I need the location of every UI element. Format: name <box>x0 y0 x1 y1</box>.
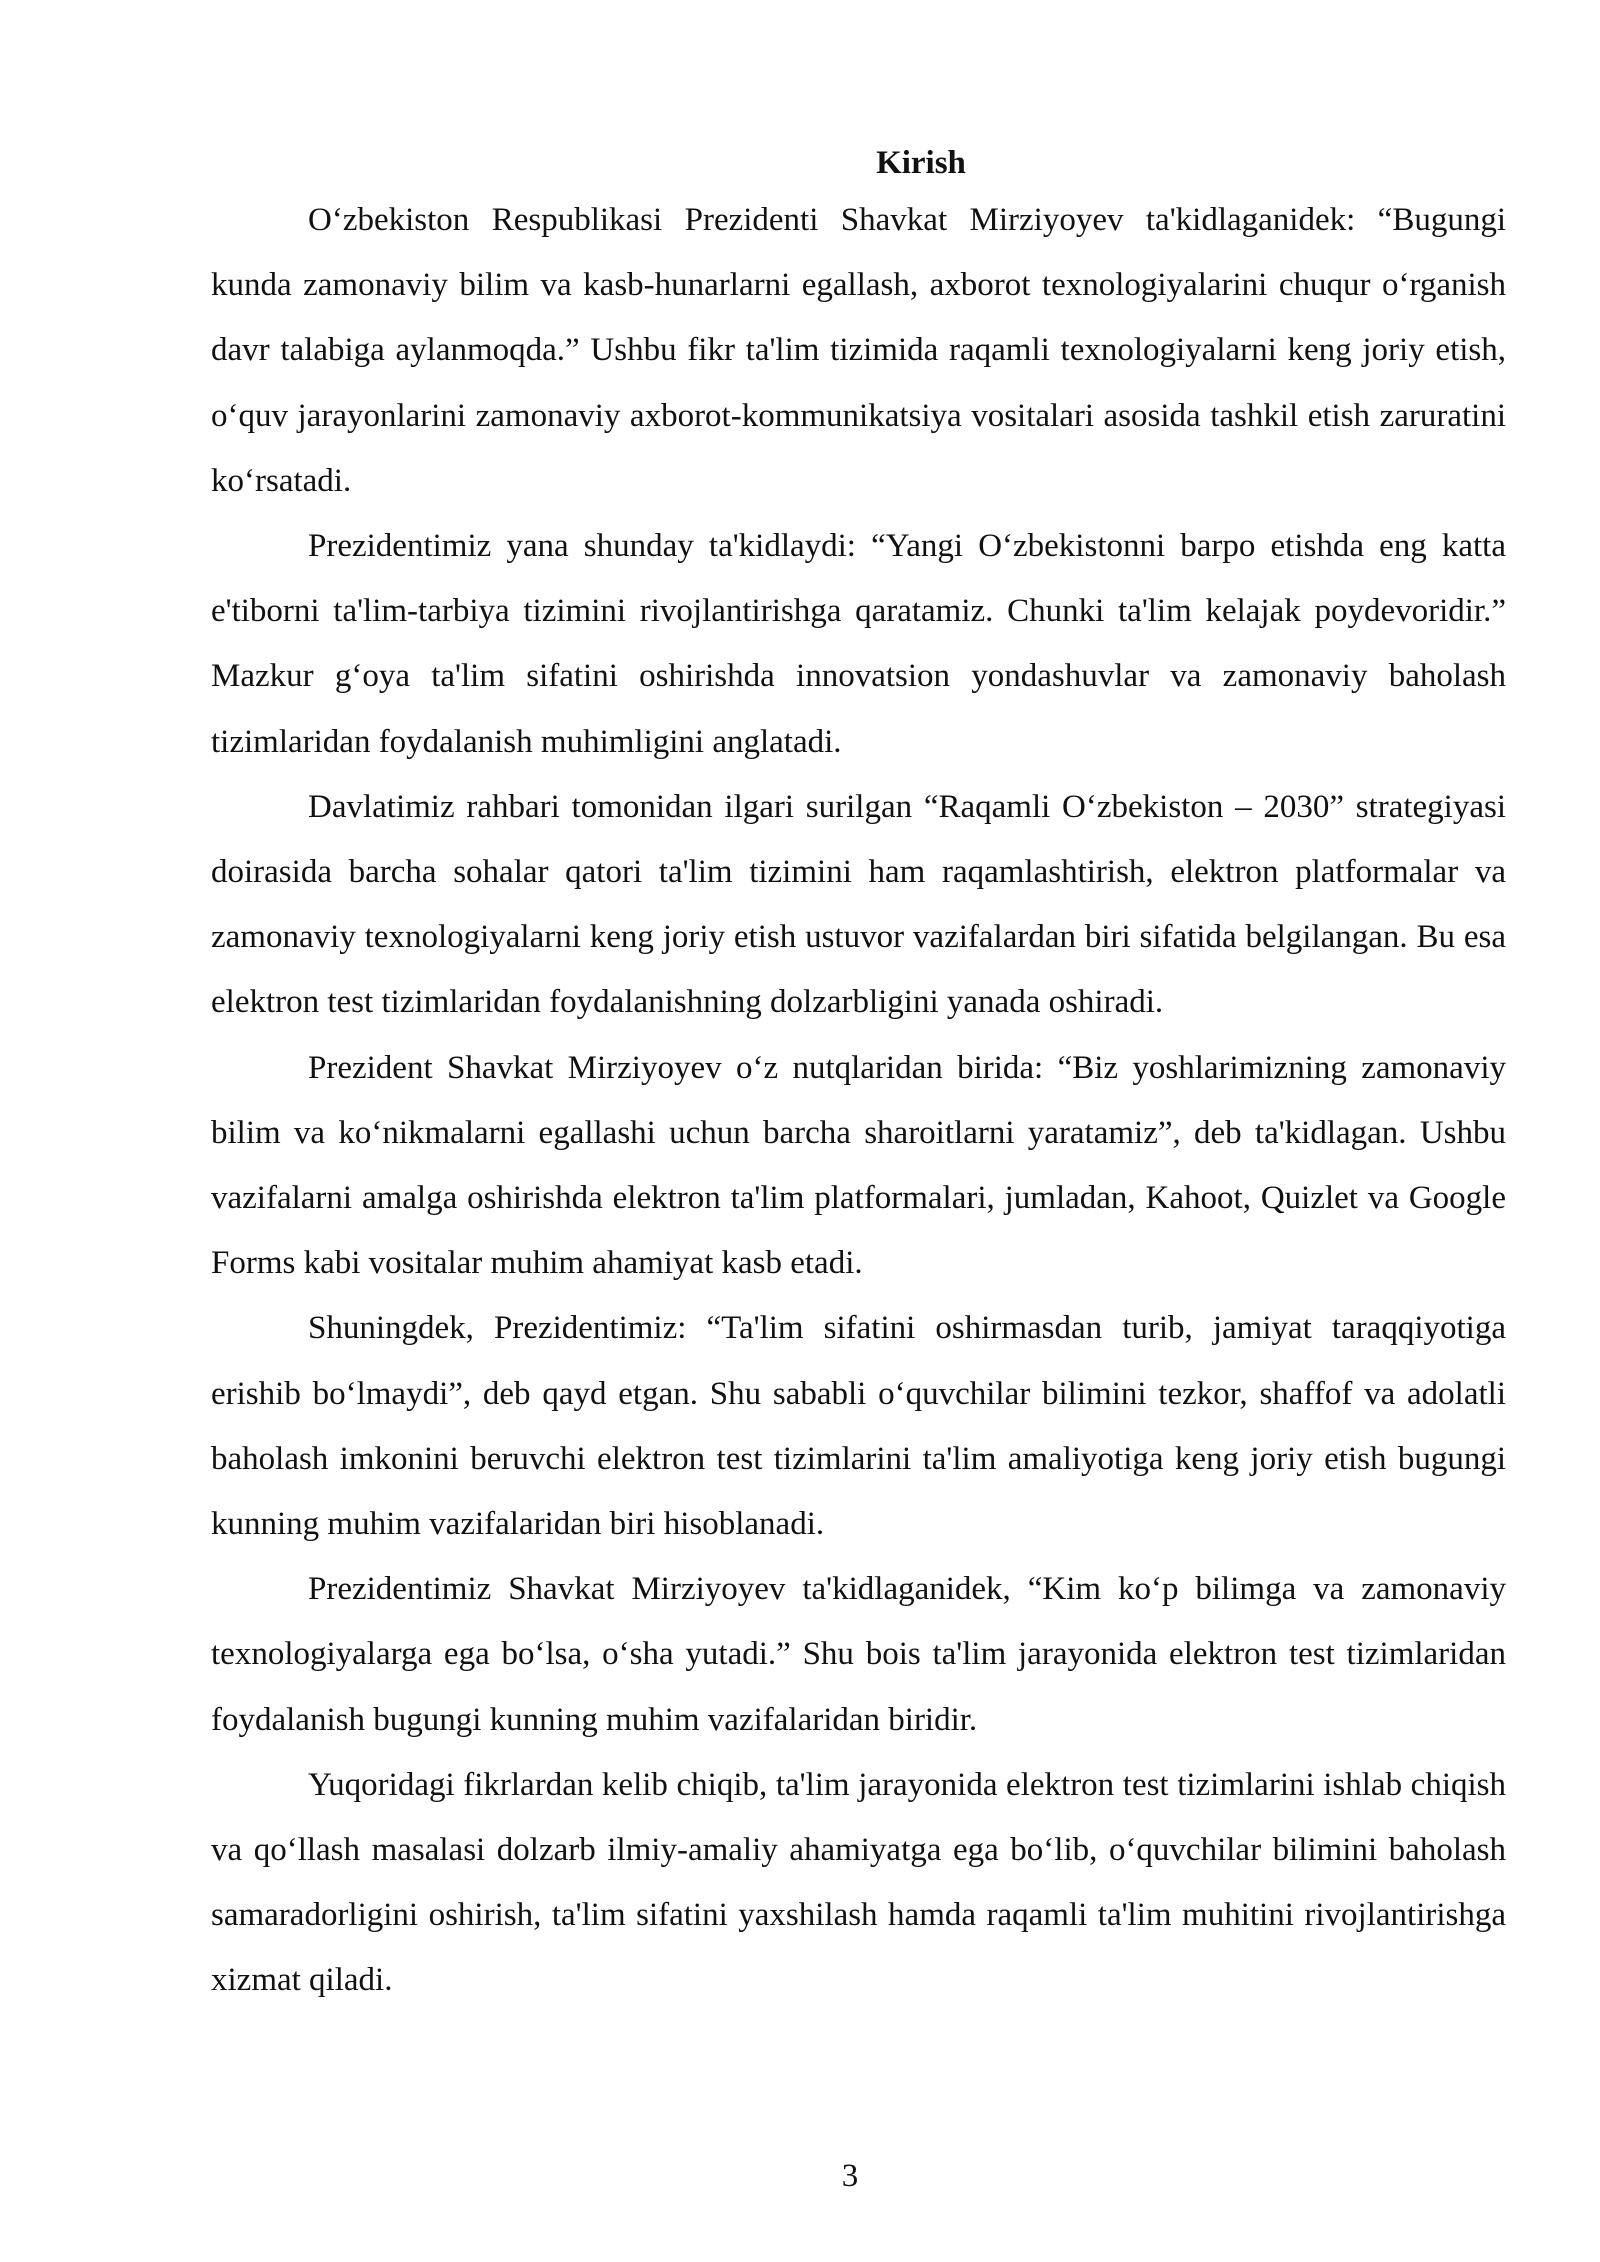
paragraph-4: Prezident Shavkat Mirziyoyev o‘z nutqlaridan birida: “Biz yoshlarimizning zamonaviy bilim va ko‘nikmalarni egallashi uchun barcha sharoitlarni yaratamiz”, deb ta'kidlagan. Ushbu vazifalarni amalga oshirishda elektron ta'lim platformalari, jumladan, Kahoot, Quizlet va Google Forms kabi vositalar muhim ahamiyat kasb etadi. <box>211 1049 1506 1282</box>
paragraph-3: Davlatimiz rahbari tomonidan ilgari surilgan “Raqamli O‘zbekiston – 2030” strategiyasi doirasida barcha sohalar qatori ta'lim tizimini ham raqamlashtirish, elektron platformalar va zamonaviy texnologiyalarni keng joriy etish ustuvor vazifalardan biri sifatida belgilangan. Bu esa elektron test tizimlaridan foydalanishning dolzarbligini yanada oshiradi. <box>211 788 1506 1021</box>
paragraph-6: Prezidentimiz Shavkat Mirziyoyev ta'kidlaganidek, “Kim ko‘p bilimga va zamonaviy texnologiyalarga ega bo‘lsa, o‘sha yutadi.” Shu bois ta'lim jarayonida elektron test tizimlaridan foydalanish bugungi kunning muhim vazifalaridan biridir. <box>211 1571 1506 1738</box>
paragraph-5: Shuningdek, Prezidentimiz: “Ta'lim sifatini oshirmasdan turib, jamiyat taraqqiyotiga erishib bo‘lmaydi”, deb qayd etgan. Shu sababli o‘quvchilar bilimini tezkor, shaffof va adolatli baholash imkonini beruvchi elektron test tizimlarini ta'lim amaliyotiga keng joriy etish bugungi kunning muhim vazifalaridan biri hisoblanadi. <box>211 1310 1506 1543</box>
page-number: 3 <box>841 2158 859 2194</box>
paragraph-7: Yuqoridagi fikrlardan kelib chiqib, ta'lim jarayonida elektron test tizimlarini ishlab chiqish va qo‘llash masalasi dolzarb ilmiy-amaliy ahamiyatga ega bo‘lib, o‘quvchilar bilimini baholash samaradorligini oshirish, ta'lim sifatini yaxshilash hamda raqamli ta'lim muhitini rivojlantirishga xizmat qiladi. <box>211 1766 1506 1999</box>
page-content <box>211 138 1506 2014</box>
section-title: Kirish <box>876 145 966 181</box>
paragraph-2: Prezidentimiz yana shunday ta'kidlaydi: “Yangi O‘zbekistonni barpo etishda eng katta e'tiborni ta'lim-tarbiya tizimini rivojlantirishga qaratamiz. Chunki ta'lim kelajak poydevoridir.” Mazkur g‘oya ta'lim sifatini oshirishda innovatsion yondashuvlar va zamonaviy baholash tizimlaridan foydalanish muhimligini anglatadi. <box>211 528 1506 760</box>
paragraph-1: O‘zbekiston Respublikasi Prezidenti Shavkat Mirziyoyev ta'kidlaganidek: “Bugungi kunda zamonaviy bilim va kasb-hunarlarni egallash, axborot texnologiyalarini chuqur o‘rganish davr talabiga aylanmoqda.” Ushbu fikr ta'lim tizimida raqamli texnologiyalarni keng joriy etish, o‘quv jarayonlarini zamonaviy axborot-kommunikatsiya vositalari asosida tashkil etish zaruratini ko‘rsatadi. <box>211 202 1506 499</box>
